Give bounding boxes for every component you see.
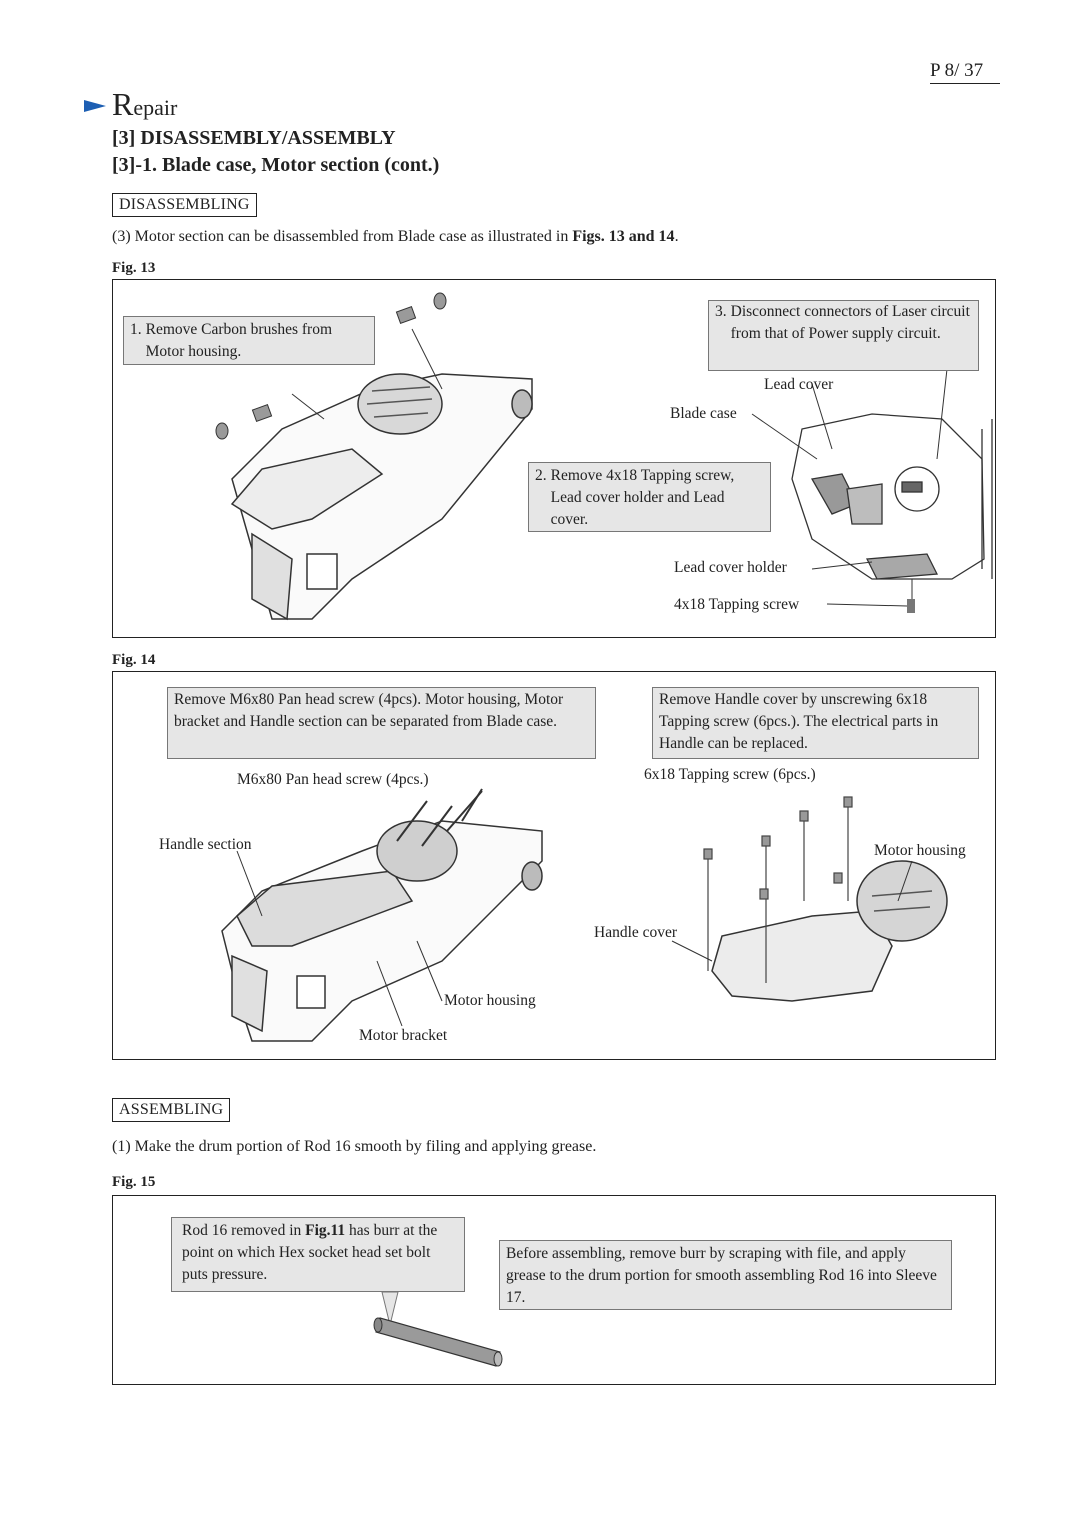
callout-handle-section: Handle section bbox=[159, 836, 252, 853]
fig13-note-3 bbox=[708, 300, 979, 371]
fig15-note-left bbox=[171, 1217, 465, 1292]
fig13-note-1-number: 1. bbox=[130, 321, 142, 338]
fig15-note-left-end: has burr at the point on which Hex socket head set bolt puts pressure. bbox=[182, 1222, 438, 1283]
disassembling-instruction bbox=[112, 228, 679, 246]
callout-lead-cover: Lead cover bbox=[764, 376, 834, 393]
arrow-right-icon bbox=[84, 100, 106, 112]
instruction-text: (3) Motor section can be disassembled from Blade case as illustrated in bbox=[112, 228, 573, 245]
callout-handle-cover: Handle cover bbox=[594, 924, 678, 941]
fig15-figure-ref: Fig.11 bbox=[305, 1222, 346, 1239]
fig13-note-2 bbox=[528, 462, 771, 532]
section-title bbox=[84, 88, 177, 120]
fig15-label: Fig. 15 bbox=[112, 1174, 156, 1190]
callout-pan-head-screw: M6x80 Pan head screw (4pcs.) bbox=[237, 771, 429, 788]
assembling-tag: ASSEMBLING bbox=[112, 1098, 230, 1122]
callout-tapping-screw-6pcs: 6x18 Tapping screw (6pcs.) bbox=[644, 766, 816, 783]
saw-body-drawing bbox=[232, 374, 532, 619]
callout-motor-bracket: Motor bracket bbox=[359, 1027, 448, 1044]
disassembling-tag: DISASSEMBLING bbox=[112, 193, 257, 217]
section-heading: [3] DISASSEMBLY/ASSEMBLY bbox=[112, 127, 396, 149]
fig15-note-left-text: Rod 16 removed in bbox=[182, 1222, 306, 1239]
page-number: P 8/ 37 bbox=[930, 60, 1000, 84]
callout-motor-housing-left: Motor housing bbox=[444, 992, 536, 1009]
fig14-label: Fig. 14 bbox=[112, 652, 156, 668]
handle-motor-drawing bbox=[712, 861, 947, 1001]
fig14-note-right: Remove Handle cover by unscrewing 6x18 Tapping screw (6pcs.). The electrical parts in Handle can be replaced. bbox=[652, 687, 979, 759]
lead-cover-detail-drawing bbox=[792, 414, 992, 579]
fig14-note-left: Remove M6x80 Pan head screw (4pcs). Motor housing, Motor bracket and Handle section can be separated from Blade case. bbox=[167, 687, 596, 759]
instruction-end: . bbox=[674, 228, 679, 245]
fig13-note-1 bbox=[123, 316, 375, 365]
callout-blade-case: Blade case bbox=[670, 405, 737, 422]
fig15-illustration bbox=[360, 1290, 520, 1380]
callout-motor-housing-right: Motor housing bbox=[874, 842, 966, 859]
fig15-note-right: Before assembling, remove burr by scraping with file, and apply grease to the drum portion for smooth assembling Rod 16 into Sleeve 17. bbox=[499, 1240, 952, 1310]
fig13-note-2-number: 2. bbox=[535, 467, 547, 484]
callout-tapping-screw: 4x18 Tapping screw bbox=[674, 596, 800, 613]
instruction-figure-ref: Figs. 13 and 14 bbox=[572, 228, 675, 245]
rod-16-drawing bbox=[374, 1318, 502, 1366]
section-title-rest: epair bbox=[133, 95, 178, 120]
tapping-screw-drawing bbox=[907, 599, 915, 613]
section-title-initial: R bbox=[112, 86, 134, 122]
fig13-label: Fig. 13 bbox=[112, 260, 156, 276]
callout-lead-cover-holder: Lead cover holder bbox=[674, 559, 787, 576]
section-subheading: [3]-1. Blade case, Motor section (cont.) bbox=[112, 154, 440, 176]
fig13-note-3-text: Disconnect connectors of Laser circuit from that of Power supply circuit. bbox=[730, 303, 970, 342]
fig13-note-3-number: 3. bbox=[715, 303, 727, 320]
fig13-note-2-text: Remove 4x18 Tapping screw, Lead cover holder and Lead cover. bbox=[550, 467, 735, 528]
assembling-instruction: (1) Make the drum portion of Rod 16 smooth by filing and applying grease. bbox=[112, 1138, 597, 1155]
fig13-note-1-text: Remove Carbon brushes from Motor housing. bbox=[145, 321, 333, 360]
